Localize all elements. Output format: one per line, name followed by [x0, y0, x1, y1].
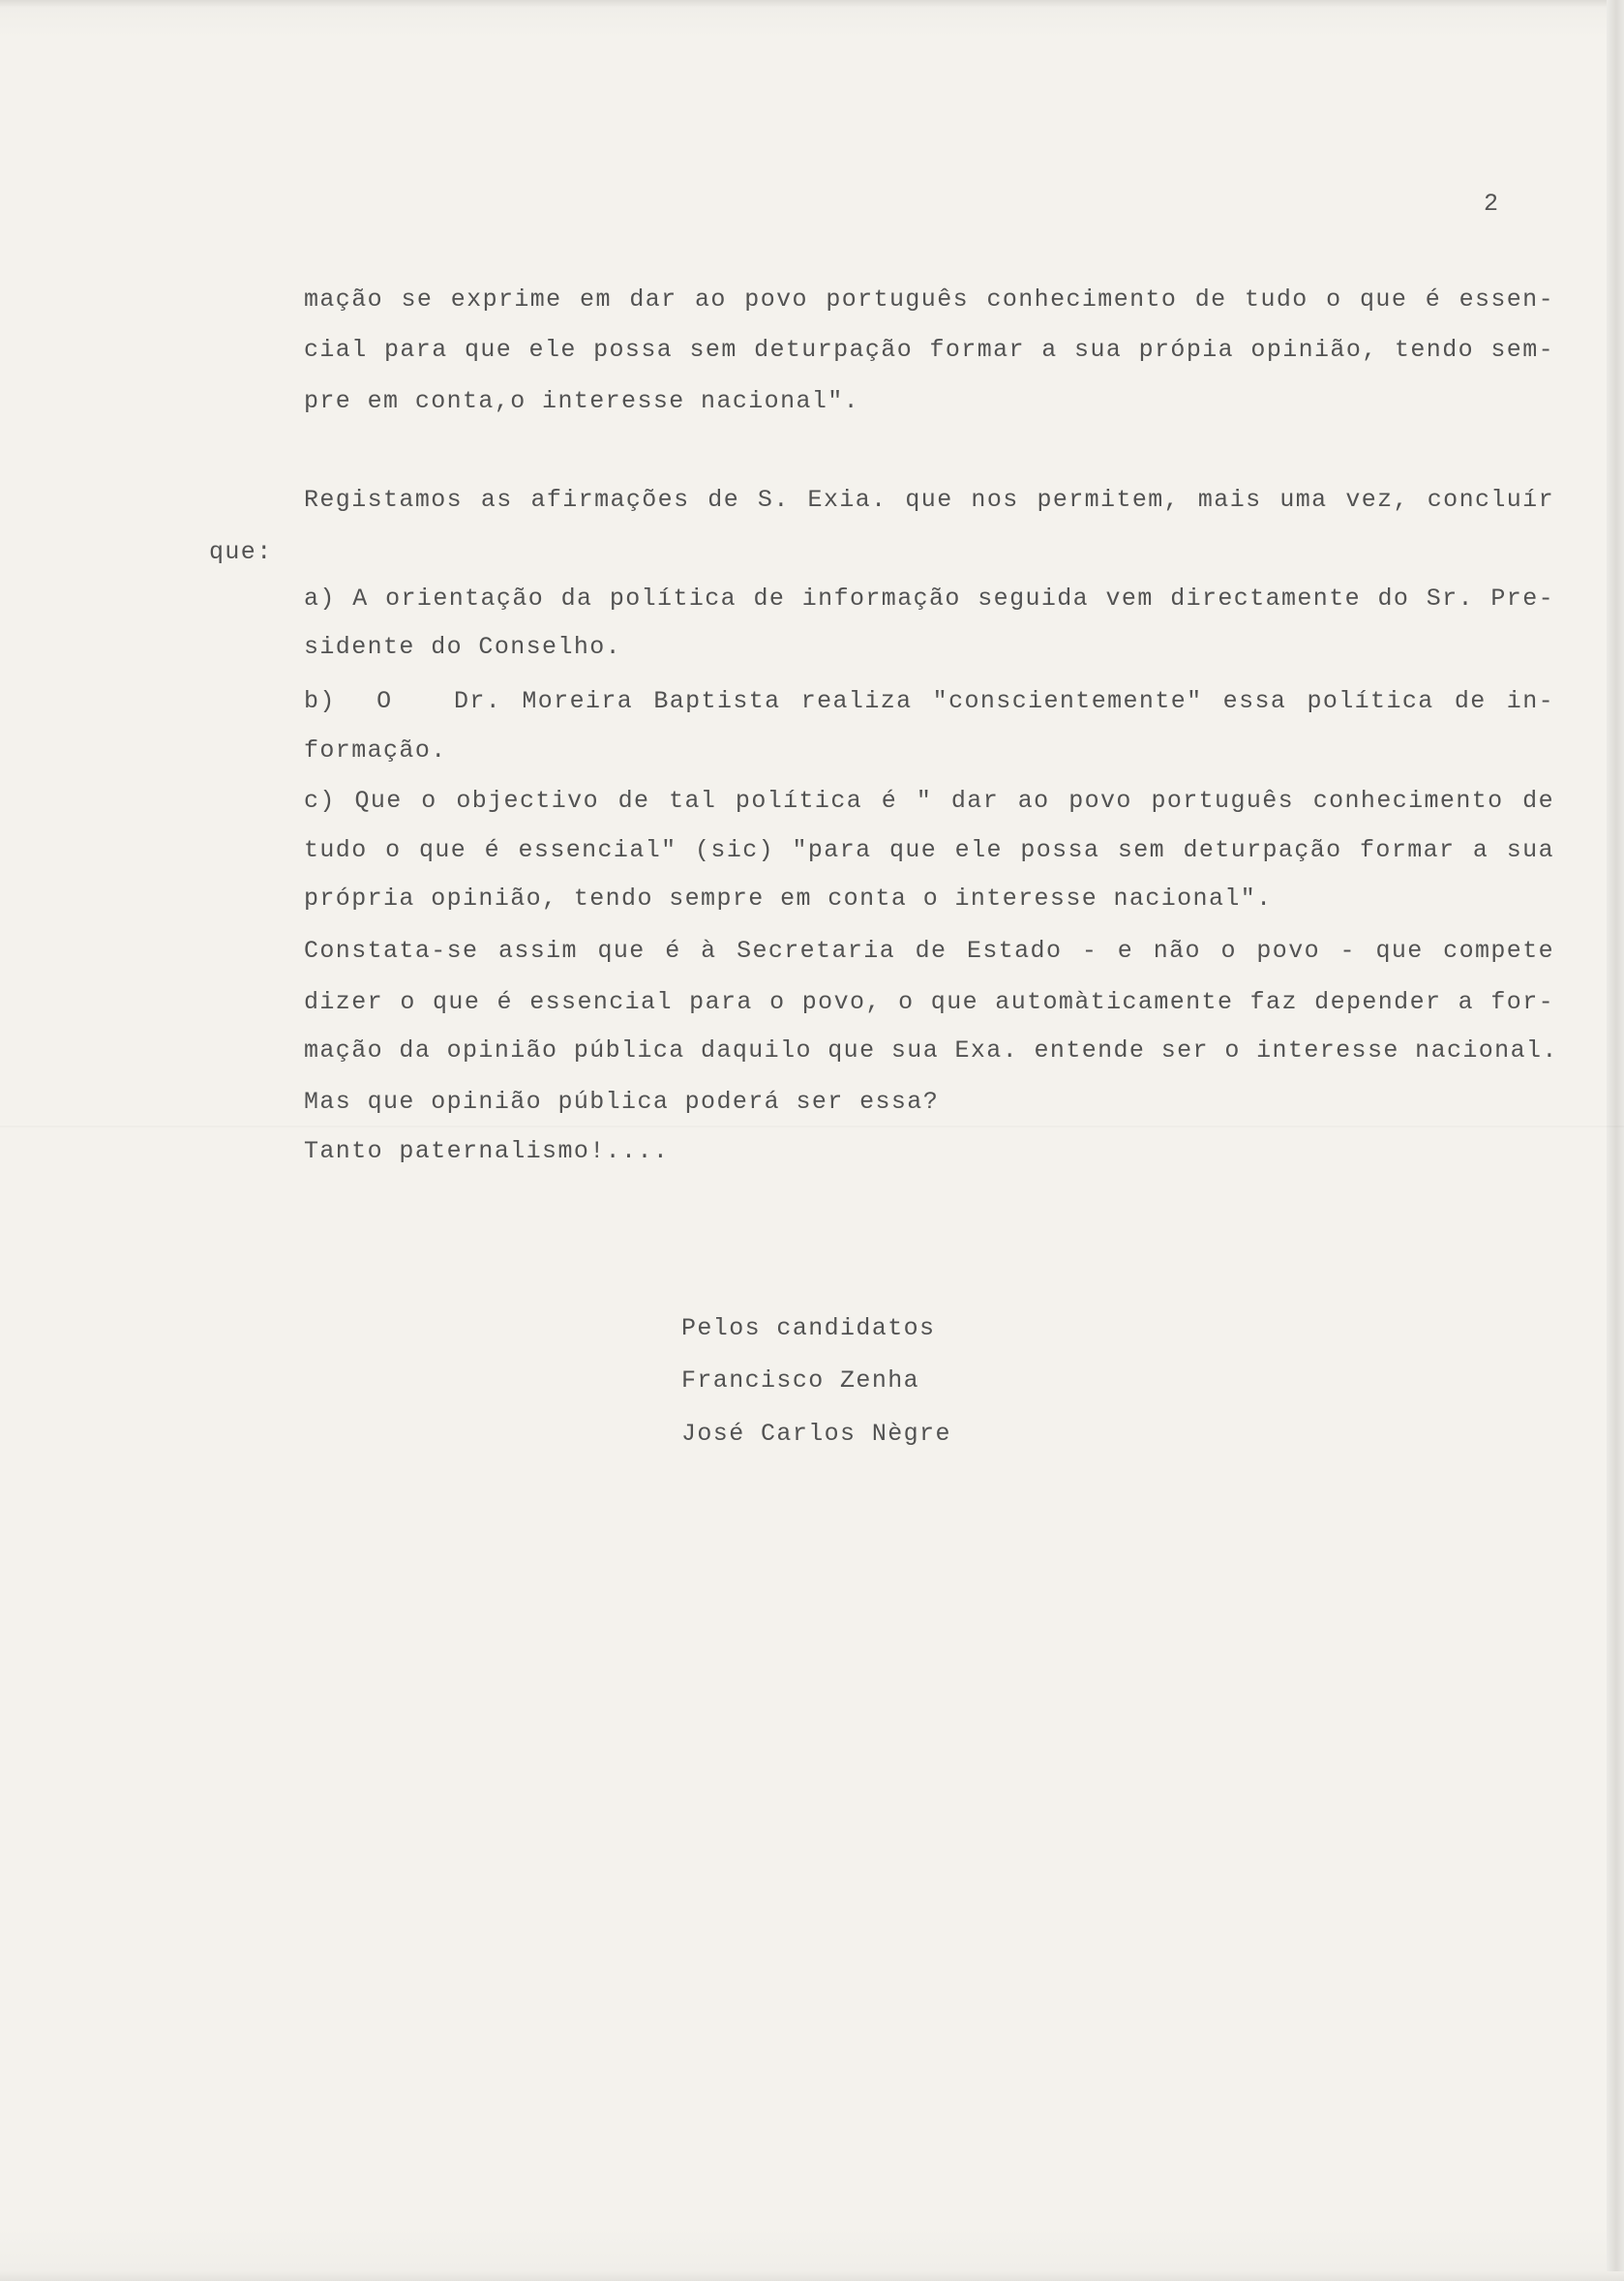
registamos-line: Registamos as afirmações de S. Exia. que nos permitem, mais uma vez, concluír [304, 486, 1554, 514]
item-c-line-2: tudo o que é essencial" (sic) "para que ele possa sem deturpação formar a sua [304, 836, 1554, 864]
signature-name-1: Francisco Zenha [681, 1366, 920, 1395]
item-a-line-2: sidente do Conselho. [304, 633, 622, 661]
page-number: 2 [1484, 190, 1500, 218]
paper-edge-top [0, 0, 1624, 8]
paper-fold-line [0, 1125, 1624, 1127]
item-c-line-1: c) Que o objectivo de tal política é " dar ao povo português conhecimento de [304, 787, 1554, 815]
question-line: Mas que opinião pública poderá ser essa? [304, 1088, 940, 1116]
item-b-line-1: b) O Dr. Moreira Baptista realiza "conscientemente" essa política de in- [304, 687, 1554, 715]
item-a-line-1: a) A orientação da política de informação seguida vem directamente do Sr. Pre- [304, 585, 1554, 613]
conclusion-line-1: Constata-se assim que é à Secretaria de Estado - e não o povo - que compete [304, 937, 1554, 965]
signature-name-2: José Carlos Nègre [681, 1420, 951, 1448]
conclusion-line-3: mação da opinião pública daquilo que sua Exa. entende ser o interesse nacional. [304, 1036, 1558, 1065]
intro-line-1: mação se exprime em dar ao povo português conhecimento de tudo o que é essen- [304, 285, 1554, 314]
paper-edge-right [1607, 0, 1624, 2281]
item-b-line-2: formação. [304, 736, 447, 765]
closing-line: Tanto paternalismo!.... [304, 1137, 670, 1165]
intro-line-3: pre em conta,o interesse nacional". [304, 387, 860, 415]
intro-line-2: cial para que ele possa sem deturpação formar a sua própia opinião, tendo sem- [304, 336, 1554, 364]
signature-intro: Pelos candidatos [681, 1314, 936, 1342]
item-c-line-3: própria opinião, tendo sempre em conta o interesse nacional". [304, 885, 1273, 913]
paper-edge-bottom [0, 2271, 1624, 2281]
conclusion-line-2: dizer o que é essencial para o povo, o que automàticamente faz depender a for- [304, 988, 1554, 1016]
margin-label: que: [209, 538, 273, 566]
